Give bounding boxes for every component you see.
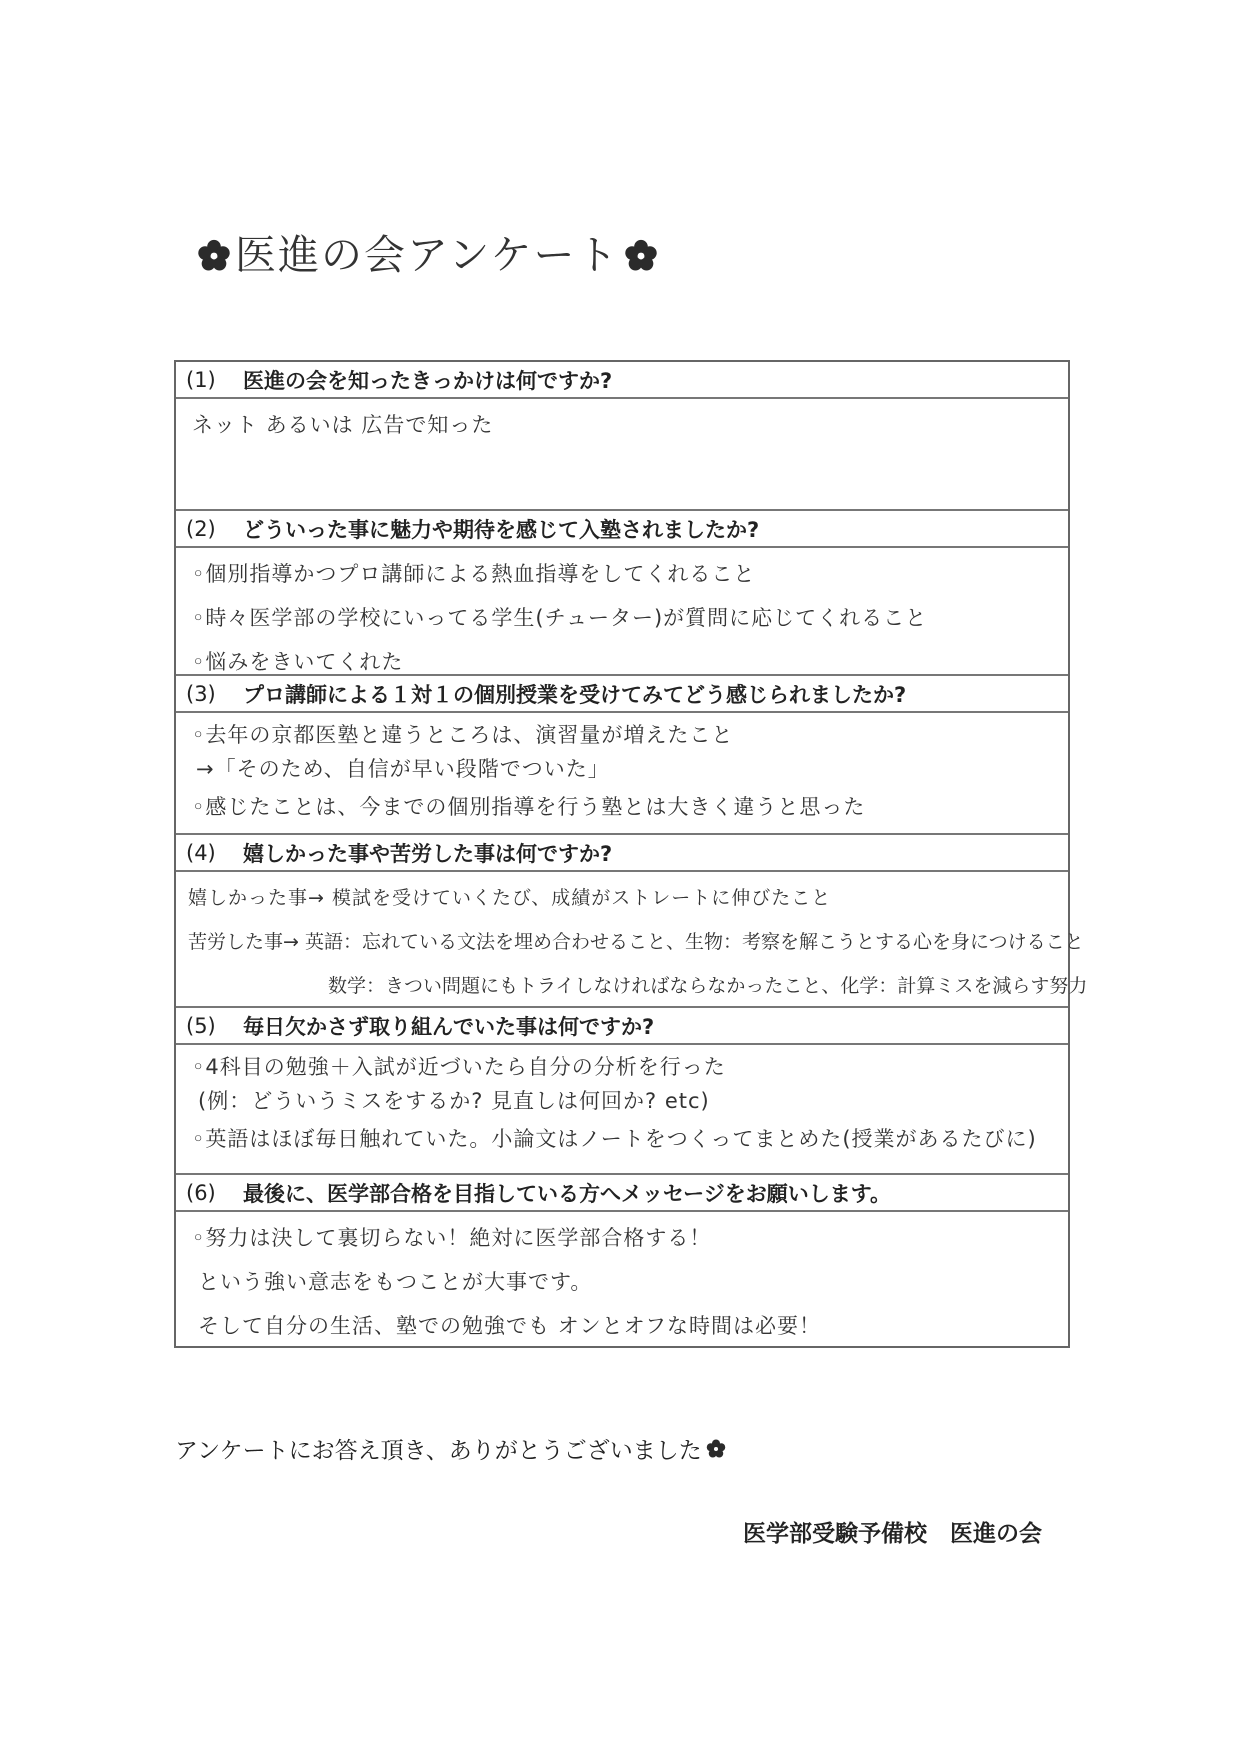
flower-icon: [197, 235, 231, 269]
answer-4: [176, 872, 1088, 1008]
answer-line: ◦悩みをきいてくれた: [192, 650, 404, 674]
answer-line: ◦個別指導かつプロ講師による熱血指導をしてくれること: [192, 562, 756, 586]
answer-line: そして自分の生活、塾での勉強でも オンとオフな時間は必要！: [198, 1314, 822, 1338]
thanks-message: [175, 1432, 730, 1465]
question-text: 嬉しかった事や苦労した事は何ですか?: [243, 841, 613, 866]
answer-6: [176, 1212, 1068, 1346]
question-text: 毎日欠かさず取り組んでいた事は何ですか?: [243, 1014, 655, 1039]
question-5-header: [176, 1008, 1068, 1045]
answer-line: 数学：きつい問題にもトライしなければならなかったこと、化学：計算ミスを減らす努力: [328, 975, 1088, 997]
answer-line: ◦努力は決して裏切らない！絶対に医学部合格する！: [192, 1226, 712, 1250]
answer-line: (例：どういうミスをするか? 見直しは何回か? etc): [198, 1089, 710, 1113]
question-6-header: [176, 1175, 1068, 1212]
question-number: (2): [186, 516, 216, 541]
answer-line: ◦時々医学部の学校にいってる学生(チューター)が質問に応じてくれること: [192, 606, 928, 630]
question-number: (1): [186, 367, 216, 392]
answer-line: →「そのため、自信が早い段階でついた」: [196, 757, 610, 781]
answer-line: ◦英語はほぼ毎日触れていた。小論文はノートをつくってまとめた(授業があるたびに): [192, 1127, 1037, 1151]
page-title: [193, 222, 662, 281]
title-text: 医進の会アンケート: [235, 231, 620, 279]
question-1-header: [176, 362, 1068, 399]
answer-line: 苦労した事→ 英語：忘れている文法を埋め合わせること、生物：考察を解こうとする心を身につけること: [188, 931, 1084, 953]
question-text: 最後に、医学部合格を目指している方へメッセージをお願いします。: [243, 1181, 892, 1206]
flower-icon: [706, 1439, 726, 1459]
answer-line: ネット あるいは 広告で知った: [192, 413, 494, 437]
question-number: (3): [186, 681, 216, 706]
question-number: (4): [186, 840, 216, 865]
answer-line: ◦去年の京都医塾と違うところは、演習量が増えたこと: [192, 723, 734, 747]
answer-line: ◦4科目の勉強＋入試が近づいたら自分の分析を行った: [192, 1055, 726, 1079]
question-text: 医進の会を知ったきっかけは何ですか?: [243, 368, 613, 393]
flower-icon: [624, 235, 658, 269]
answer-2: [176, 548, 1068, 676]
question-number: (5): [186, 1013, 216, 1038]
answer-line: 嬉しかった事→ 模試を受けていくたび、成績がストレートに伸びたこと: [188, 887, 832, 909]
answer-1: [176, 399, 1068, 511]
school-name: 医学部受験予備校 医進の会: [743, 1521, 1042, 1547]
question-number: (6): [186, 1180, 216, 1205]
answer-line: という強い意志をもつことが大事です。: [198, 1270, 593, 1294]
answer-line: ◦感じたことは、今までの個別指導を行う塾とは大きく違うと思った: [192, 795, 866, 819]
thanks-text: アンケートにお答え頂き、ありがとうございました: [175, 1438, 702, 1464]
question-text: どういった事に魅力や期待を感じて入塾されましたか?: [243, 517, 760, 542]
answer-5: [176, 1045, 1068, 1175]
question-text: プロ講師による１対１の個別授業を受けてみてどう感じられましたか?: [243, 682, 907, 707]
question-4-header: [176, 835, 1068, 872]
question-2-header: [176, 511, 1068, 548]
questionnaire-form: [174, 360, 1088, 1348]
answer-3: [176, 713, 1068, 835]
